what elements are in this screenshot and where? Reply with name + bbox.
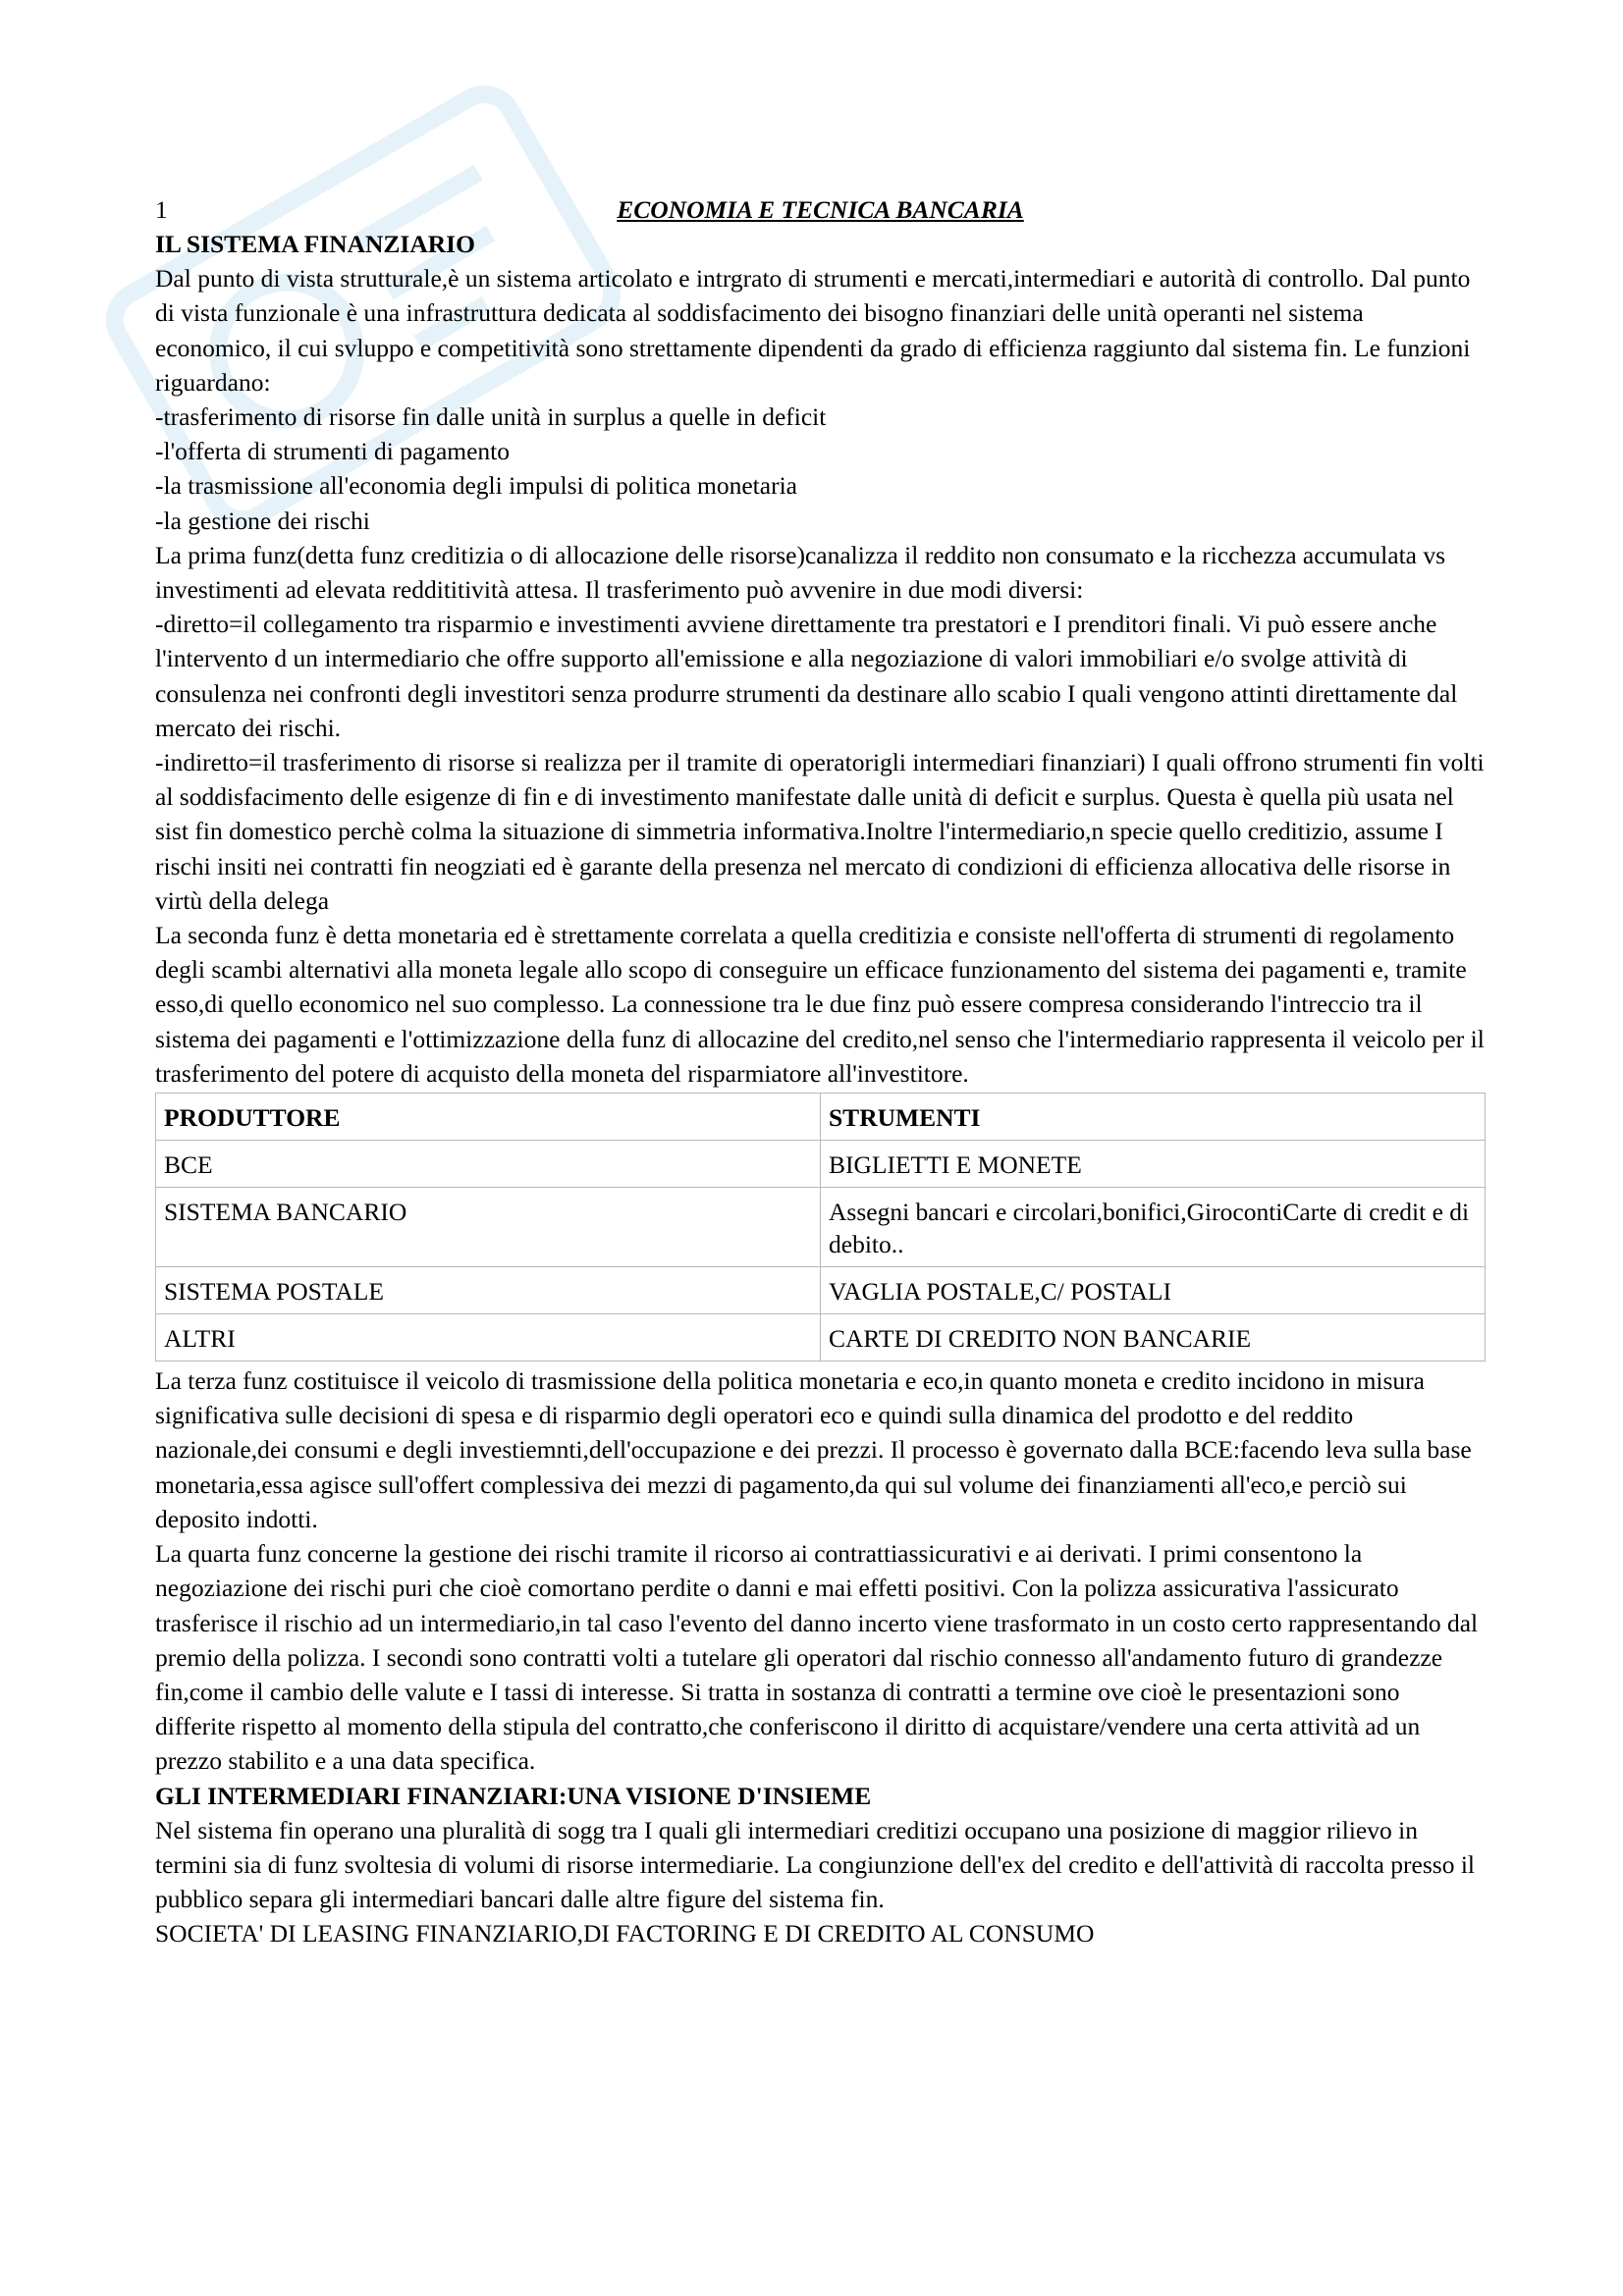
table-header-row [156, 1094, 1486, 1141]
paragraph-intermediari-intro: Nel sistema fin operano una pluralità di sogg tra I quali gli intermediari creditizi occupano una posizione di maggior rilievo in termini sia di funz svoltesia di volumi di risorse intermediarie. La congiunzione dell'ex del credito e dell'attività di raccolta presso il pubblico separa gli intermediari bancari dalle altre figure del sistema fin. [155, 1815, 1475, 1914]
table-cell: Assegni bancari e circolari,bonifici,GirocontiCarte di credit e di debito.. [821, 1188, 1486, 1267]
table-row [156, 1188, 1486, 1267]
document-page [155, 192, 1486, 1951]
table-row [156, 1267, 1486, 1314]
paragraph-fourth-function: La quarta funz concerne la gestione dei rischi tramite il ricorso ai contrattiassicurativi e ai derivati. I primi consentono la negoziazione dei rischi puri che cioè comortano perdite o danni e mai effetti positivi. Con la polizza assicurativa l'assicurato trasferisce il rischio ad un intermediario,in tal caso l'evento del danno incerto viene trasformato in un costo certo rappresentando dal premio della polizza. I secondi sono contratti volti a tutelare gli operatori dal rischio connesso all'andamento futuro di grandezze fin,come il cambio delle valute e I tassi di interesse. Si tratta in sostanza di contratti a termine ove cioè le presentazioni sono differite rispetto al momento della stipula del contratto,che conferiscono il diritto di acquistare/vendere una certa attività ad un prezzo stabilito e a una data specifica. [155, 1539, 1479, 1776]
paragraph-indirect: -indiretto=il trasferimento di risorse si realizza per il tramite di operatorigli intermediari finanziari) I quali offrono strumenti fin volti al soddisfacimento delle esigenze di fin e di investimento manifestate dalle unità di deficit e surplus. Questa è quella più usata nel sist fin domestico perchè colma la situazione di simmetria informativa.Inoltre l'intermediario,n specie quello creditizio, assume I rischi insiti nei contratti fin neogziati ed è garante della presenza nel mercato di condizioni di efficienza allocativa delle risorse in virtù della delega [155, 748, 1485, 915]
producers-instruments-table [155, 1093, 1486, 1362]
document-title: ECONOMIA E TECNICA BANCARIA [617, 195, 1024, 224]
list-item: -trasferimento di risorse fin dalle unità in surplus a quelle in deficit [155, 402, 827, 432]
subheading-leasing-factoring: SOCIETA' DI LEASING FINANZIARIO,DI FACTORING E DI CREDITO AL CONSUMO [155, 1919, 1095, 1949]
table-cell: BCE [156, 1141, 821, 1188]
table-row [156, 1141, 1486, 1188]
section-heading-intermediari: GLI INTERMEDIARI FINANZIARI:UNA VISIONE D'INSIEME [155, 1781, 872, 1810]
paragraph-third-function: La terza funz costituisce il veicolo di trasmissione della politica monetaria e eco,in quanto moneta e credito incidono in misura significativa sulle decisioni di spesa e di risparmio degli operatori eco e quindi sulla dinamica del prodotto e del reddito nazionale,dei consumi e degli investiemnti,dell'occupazione e dei prezzi. Il processo è governato dalla BCE:facendo leva sulla base monetaria,essa agisce sull'offert complessiva dei mezzi di pagamento,da qui sul volume dei finanziamenti all'eco,e perciò sui deposito indotti. [155, 1366, 1472, 1533]
table-cell: ALTRI [156, 1314, 821, 1362]
list-item: -l'offerta di strumenti di pagamento [155, 437, 511, 466]
table-cell: VAGLIA POSTALE,C/ POSTALI [821, 1267, 1486, 1314]
page-number: 1 [155, 195, 168, 224]
table-cell: CARTE DI CREDITO NON BANCARIE [821, 1314, 1486, 1362]
table-row [156, 1314, 1486, 1362]
title-row [155, 192, 1486, 227]
table-header-cell: STRUMENTI [821, 1094, 1486, 1141]
paragraph-first-function: La prima funz(detta funz creditizia o di allocazione delle risorse)canalizza il reddito non consumato e la ricchezza accumulata vs investimenti ad elevata reddititività attesa. Il trasferimento può avvenire in due modi diversi: [155, 540, 1446, 605]
paragraph-second-function: La seconda funz è detta monetaria ed è strettamente correlata a quella creditizia e consiste nell'offerta di strumenti di regolamento degli scambi alternativi alla moneta legale allo scopo di conseguire un efficace funzionamento del sistema dei pagamenti e, tramite esso,di quello economico nel suo complesso. La connessione tra le due finz può essere compresa considerando l'intreccio tra il sistema dei pagamenti e l'ottimizzazione della funz di allocazine del credito,nel senso che l'intermediario rappresenta il veicolo per il trasferimento del potere di acquisto della moneta del risparmiatore all'investitore. [155, 921, 1485, 1088]
table-cell: SISTEMA POSTALE [156, 1267, 821, 1314]
list-item: -la gestione dei rischi [155, 506, 370, 535]
paragraph-direct: -diretto=il collegamento tra risparmio e investimenti avviene direttamente tra prestatori e I prenditori finali. Vi può essere anche l'intervento d un intermediario che offre supporto all'emissione e alla negoziazione di valori immobiliari e/o svolge attività di consulenza nei confronti degli investitori senza produrre strumenti da destinare allo scabio I quali vengono attinti direttamente dal mercato dei rischi. [155, 610, 1458, 742]
list-item: -la trasmissione all'economia degli impulsi di politica monetaria [155, 471, 797, 501]
table-cell: BIGLIETTI E MONETE [821, 1141, 1486, 1188]
table-cell: SISTEMA BANCARIO [156, 1188, 821, 1267]
table-header-cell: PRODUTTORE [156, 1094, 821, 1141]
functions-list [155, 400, 1486, 538]
section-heading-sistema-finanziario: IL SISTEMA FINANZIARIO [155, 230, 475, 258]
paragraph-intro: Dal punto di vista strutturale,è un sistema articolato e intrgrato di strumenti e mercati,intermediari e autorità di controllo. Dal punto di vista funzionale è una infrastruttura dedicata al soddisfacimento dei bisogno finanziari delle unità operanti nel sistema economico, il cui svluppo e competitività sono strettamente dipendenti da grado di efficienza raggiunto dal sistema fin. Le funzioni riguardano: [155, 264, 1471, 397]
